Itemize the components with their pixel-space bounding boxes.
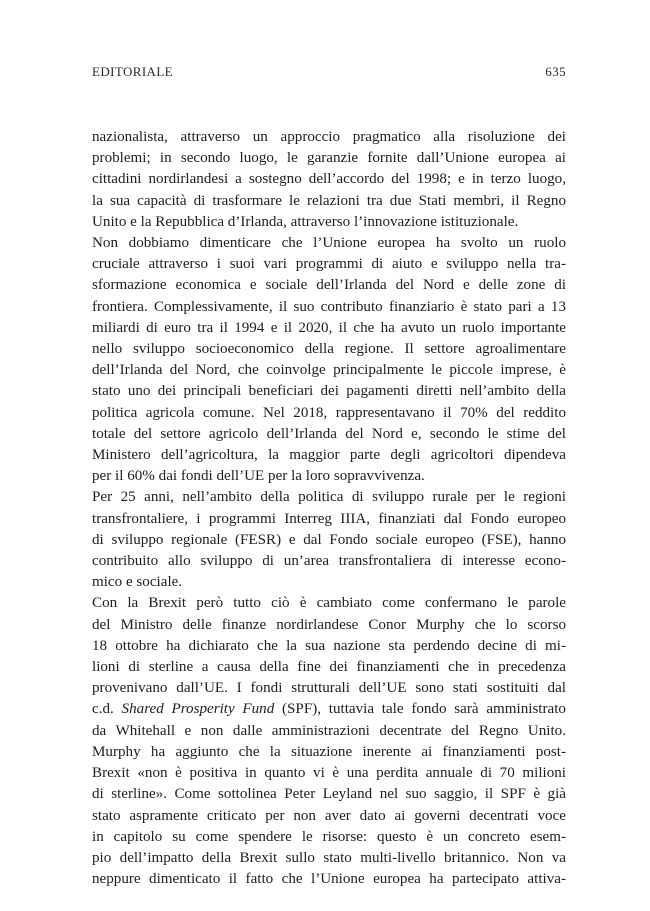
- text-line: neppure dimenticato il fatto che l’Unione europea ha partecipato attiva-: [92, 871, 566, 888]
- text-line: stato aspramente criticato per non aver dato ai governi decentrati voce: [92, 807, 566, 824]
- running-header: [92, 64, 566, 80]
- text-line: Murphy ha aggiunto che la situazione inerente ai finanziamenti post-: [92, 743, 566, 760]
- text-line: cruciale attraverso i suoi vari programmi di aiuto e sviluppo nella tra-: [92, 256, 566, 273]
- text-line: totale del settore agricolo dell’Irlanda del Nord e, secondo le stime del: [92, 425, 566, 442]
- text-run: c.d.: [92, 701, 122, 718]
- text-line: politica agricola comune. Nel 2018, rappresentavano il 70% del reddito: [92, 404, 566, 421]
- text-line: frontiera. Complessivamente, il suo contributo finanziario è stato pari a 13: [92, 298, 566, 315]
- text-line: in capitolo su come spendere le risorse: questo è un concreto esem-: [92, 828, 566, 845]
- text-line: mico e sociale.: [92, 574, 183, 591]
- section-title: EDITORIALE: [92, 64, 174, 79]
- text-line: nazionalista, attraverso un approccio pragmatico alla risoluzione dei: [92, 129, 566, 145]
- text-line: lioni di sterline a causa della fine dei finanziamenti che in precedenza: [92, 659, 566, 676]
- text-line: Ministero dell’agricoltura, la maggior parte degli agricoltori dipendeva: [92, 447, 566, 464]
- text-run: (SPF), tuttavia tale fondo sarà amministrato: [274, 701, 566, 718]
- text-line: del Ministro delle finanze nordirlandese Conor Murphy che lo scorso: [92, 616, 566, 633]
- text-line: contribuito allo sviluppo di un’area transfrontaliera di interesse econo-: [92, 553, 566, 570]
- text-line: di sviluppo regionale (FESR) e dal Fondo sociale europeo (FSE), hanno: [92, 531, 566, 548]
- text-line: dell’Irlanda del Nord, che coinvolge principalmente le piccole imprese, è: [92, 362, 566, 379]
- body-text: [92, 127, 566, 890]
- text-line: da Whitehall e non dalle amministrazioni decentrate del Regno Unito.: [92, 722, 566, 739]
- text-line: miliardi di euro tra il 1994 e il 2020, il che ha avuto un ruolo importante: [92, 319, 566, 336]
- text-line: stato uno dei principali beneficiari dei pagamenti diretti nell’ambito della: [92, 383, 566, 400]
- text-line: sformazione economica e sociale dell’Irlanda del Nord e delle zone di: [92, 277, 566, 294]
- text-line: Con la Brexit però tutto ciò è cambiato come confermano le parole: [92, 595, 566, 612]
- text-line: Brexit «non è positiva in quanto vi è una perdita annuale di 70 milioni: [92, 765, 566, 782]
- text-line: 18 ottobre ha dichiarato che la sua nazione sta perdendo decine di mi-: [92, 637, 566, 654]
- italic-fund-name: Shared Prosperity Fund: [121, 701, 275, 718]
- text-line: Non dobbiamo dimenticare che l’Unione europea ha svolto un ruolo: [92, 235, 566, 252]
- text-line: Unito e la Repubblica d’Irlanda, attraverso l’innovazione istituzionale.: [92, 213, 519, 230]
- text-line: la sua capacità di trasformare le relazioni tra due Stati membri, il Regno: [92, 192, 566, 209]
- text-line: problemi; in secondo luogo, le garanzie fornite dall’Unione europea ai: [92, 150, 566, 167]
- text-line: cittadini nordirlandesi a sostegno dell’accordo del 1998; e in terzo luogo,: [92, 171, 566, 188]
- page-number: 635: [545, 64, 566, 79]
- text-line: provenivano dall’UE. I fondi strutturali dell’UE sono stati sostituiti dal: [92, 680, 566, 697]
- text-line: Per 25 anni, nell’ambito della politica di sviluppo rurale per le regioni: [92, 489, 566, 506]
- text-line: di sterline». Come sottolinea Peter Leyland nel suo saggio, il SPF è già: [92, 786, 566, 803]
- text-line-with-italic: [92, 699, 566, 720]
- text-line: transfrontaliere, i programmi Interreg IIIA, finanziati dal Fondo europeo: [92, 510, 566, 527]
- text-line: nello sviluppo socioeconomico della regione. Il settore agroalimentare: [92, 341, 566, 358]
- text-line: pio dell’impatto della Brexit sullo stato multi-livello britannico. Non va: [92, 849, 566, 866]
- text-line: per il 60% dai fondi dell’UE per la loro sopravvivenza.: [92, 468, 425, 485]
